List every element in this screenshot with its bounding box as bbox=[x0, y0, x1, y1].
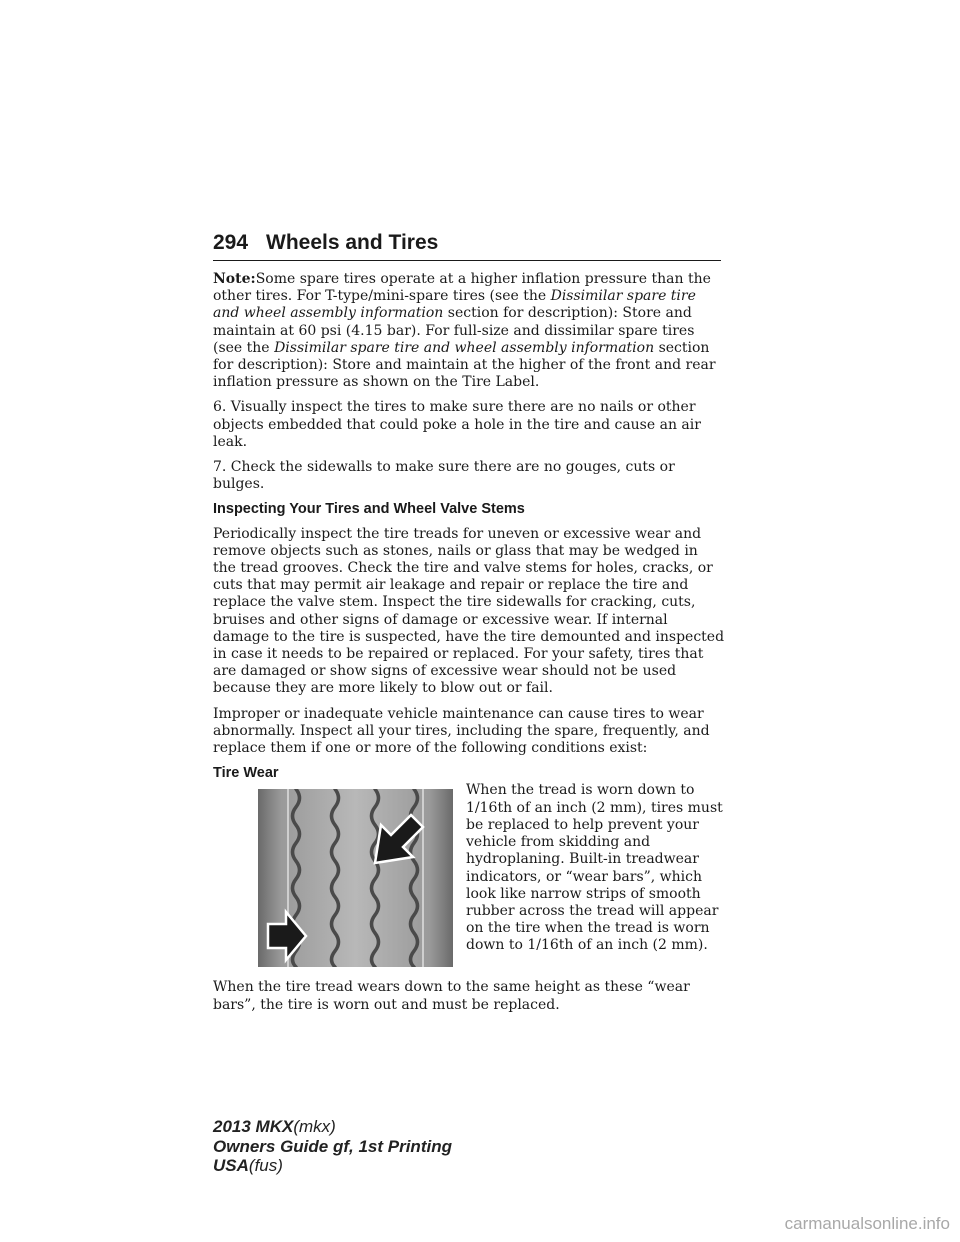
page-header bbox=[213, 231, 721, 261]
tire-tread-illustration bbox=[258, 789, 453, 967]
inspecting-paragraph-1: Periodically inspect the tire treads for uneven or excessive wear and remove objects such as stones, nails or glass that may be wedged in the tread grooves. Check the tire and valve stems for holes, cracks, or cuts that may permit air leakage and repair or replace the tire and replace the valve stem. Inspect the tire sidewalls for cracking, cuts, bruises and other signs of damage or excessive wear. If internal damage to the tire is suspected, have the tire demounted and inspected in case it needs to be repaired or replaced. For your safety, tires that are damaged or show signs of excessive wear should not be used because they are more likely to blow out or fail. bbox=[213, 525, 725, 697]
footer-model: 2013 MKX bbox=[213, 1117, 294, 1136]
inspecting-heading: Inspecting Your Tires and Wheel Valve Stems bbox=[213, 501, 525, 518]
note-reference-1: Dissimilar spare tire and wheel assembly information bbox=[213, 288, 696, 322]
tire-wear-description: When the tread is worn down to 1/16th of an inch (2 mm), tires must be replaced to help prevent your vehicle from skidding and hydroplaning. Built-in treadwear indicators, or “wear bars”, which look like narrow strips of smooth rubber across the tread will appear on the tire when the tread is worn down to 1/16th of an inch (2 mm). bbox=[466, 782, 723, 954]
note-text-1: Some spare tires operate at a higher inflation pressure than the other tires. For T-type/mini-spare tires (see the bbox=[213, 271, 711, 305]
page-number: 294 bbox=[213, 231, 249, 254]
step-6: 6. Visually inspect the tires to make sure there are no nails or other objects embedded that could poke a hole in the tire and cause an air leak. bbox=[213, 399, 701, 450]
note-paragraph bbox=[213, 271, 725, 391]
tire-wear-conclusion: When the tire tread wears down to the same height as these “wear bars”, the tire is worn out and must be replaced. bbox=[213, 979, 690, 1013]
footer-guide: Owners Guide gf, 1st Printing bbox=[213, 1136, 452, 1156]
header-rule bbox=[213, 260, 721, 261]
note-text-2: section for description): Store and maintain at 60 psi (4.15 bar). For full-size and dissimilar spare tires (see the bbox=[213, 305, 695, 356]
tire-wear-block bbox=[213, 782, 725, 969]
note-reference-2: Dissimilar spare tire and wheel assembly information bbox=[274, 339, 655, 356]
page-content bbox=[213, 271, 725, 1022]
footer-model-code: (mkx) bbox=[293, 1117, 336, 1136]
footer-region: USA bbox=[213, 1156, 249, 1175]
watermark: carmanualsonline.info bbox=[784, 1214, 950, 1233]
tire-wear-heading: Tire Wear bbox=[213, 765, 279, 782]
note-text-3: section for description): Store and maintain at the higher of the front and rear inflation pressure as shown on the Tire Label. bbox=[213, 339, 716, 391]
section-title: Wheels and Tires bbox=[266, 231, 439, 254]
footer-region-code: (fus) bbox=[248, 1156, 283, 1175]
step-7: 7. Check the sidewalls to make sure there are no gouges, cuts or bulges. bbox=[213, 459, 675, 493]
page-footer bbox=[213, 1117, 452, 1176]
note-label: Note: bbox=[213, 271, 256, 287]
inspecting-paragraph-2: Improper or inadequate vehicle maintenance can cause tires to wear abnormally. Inspect all your tires, including the spare, frequently, and replace them if one or more of the following conditions exist: bbox=[213, 705, 710, 757]
